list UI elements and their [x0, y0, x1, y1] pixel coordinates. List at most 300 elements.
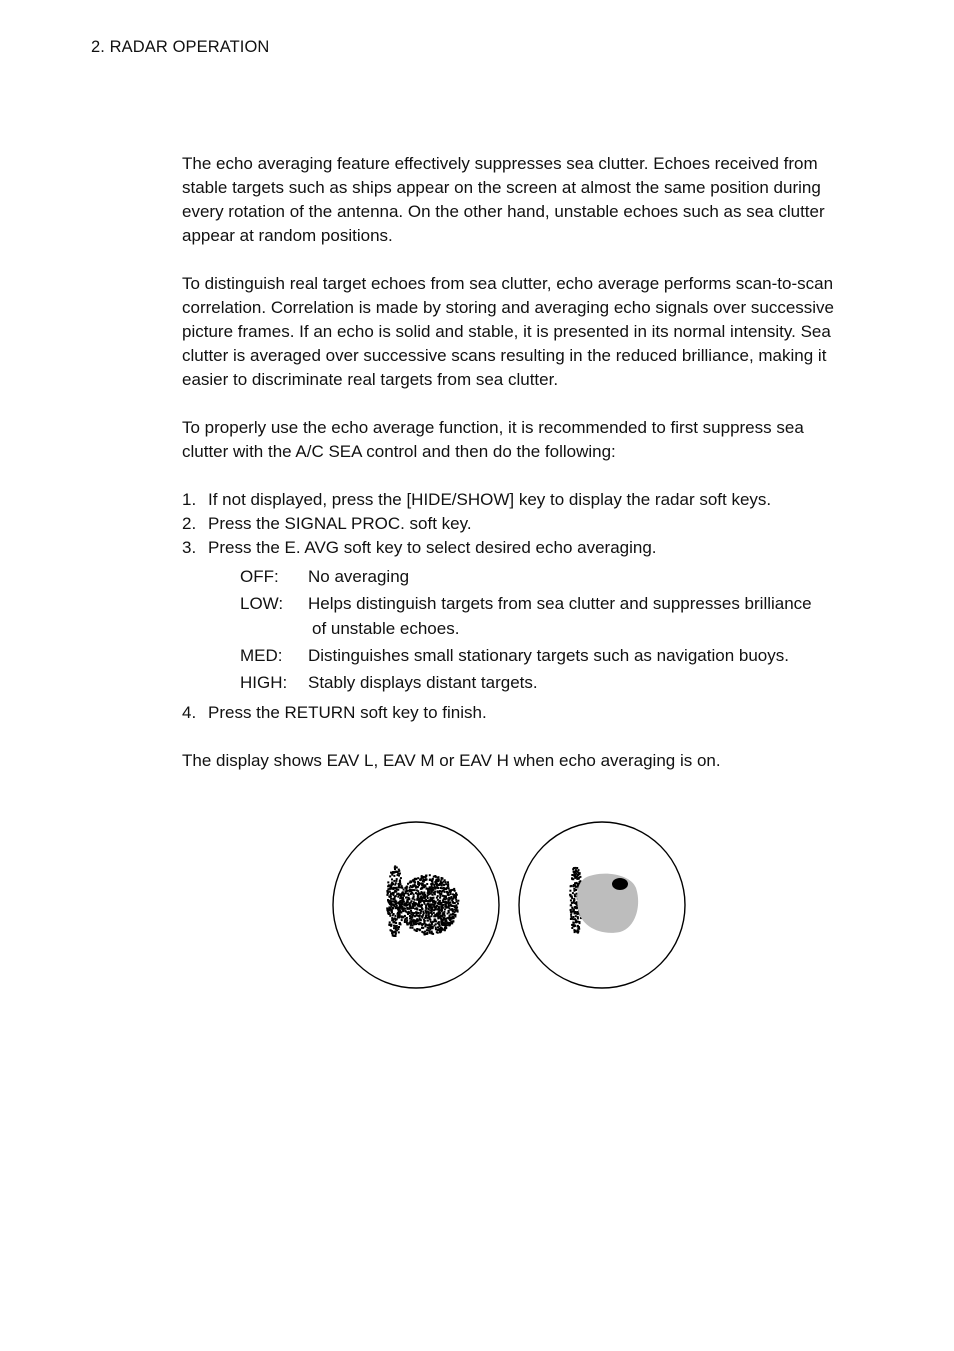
noise-speck	[440, 887, 442, 889]
noise-speck	[394, 931, 396, 933]
noise-speck	[399, 873, 401, 875]
noise-speck	[386, 894, 388, 896]
noise-speck	[571, 878, 573, 880]
noise-speck	[573, 898, 575, 900]
noise-speck	[418, 923, 420, 925]
noise-speck	[575, 907, 577, 909]
noise-speck	[571, 907, 573, 909]
noise-speck	[394, 884, 396, 886]
option-key: LOW:	[240, 594, 284, 613]
noise-speck	[573, 924, 575, 926]
noise-speck	[436, 885, 438, 887]
step-number: 3.	[182, 538, 197, 557]
noise-speck	[398, 869, 400, 871]
noise-speck	[401, 897, 403, 899]
noise-speck	[412, 880, 414, 882]
noise-speck	[403, 893, 405, 895]
noise-speck	[427, 927, 429, 929]
noise-speck	[437, 895, 439, 897]
noise-speck	[414, 929, 416, 931]
step-text: Press the SIGNAL PROC. soft key.	[208, 514, 472, 533]
noise-speck	[436, 905, 438, 907]
option-desc-continued: of unstable echoes.	[312, 619, 460, 638]
noise-speck	[448, 887, 450, 889]
noise-speck	[414, 889, 416, 891]
noise-speck	[388, 884, 390, 886]
noise-speck	[402, 908, 404, 910]
noise-speck	[392, 935, 394, 937]
noise-speck	[578, 869, 580, 871]
noise-speck	[441, 902, 443, 904]
noise-speck	[425, 877, 427, 879]
noise-speck	[570, 914, 572, 916]
noise-speck	[394, 915, 396, 917]
noise-speck	[422, 914, 424, 916]
noise-speck	[426, 879, 428, 881]
noise-speck	[389, 921, 391, 923]
noise-speck	[427, 917, 429, 919]
noise-speck	[391, 930, 393, 932]
noise-speck	[397, 915, 399, 917]
noise-speck	[410, 880, 412, 882]
noise-speck	[416, 889, 418, 891]
noise-speck	[435, 927, 437, 929]
noise-speck	[424, 922, 426, 924]
noise-speck	[444, 923, 446, 925]
noise-speck	[437, 922, 439, 924]
noise-speck	[390, 898, 392, 900]
noise-speck	[454, 906, 456, 908]
noise-speck	[422, 887, 424, 889]
noise-speck	[400, 911, 402, 913]
noise-speck	[431, 879, 433, 881]
noise-speck	[391, 888, 393, 890]
noise-speck	[452, 916, 454, 918]
noise-speck	[434, 918, 436, 920]
noise-speck	[574, 911, 576, 913]
noise-speck	[575, 870, 577, 872]
noise-speck	[447, 902, 449, 904]
noise-speck	[415, 921, 417, 923]
noise-speck	[421, 927, 423, 929]
noise-speck	[444, 904, 446, 906]
noise-speck	[395, 935, 397, 937]
noise-speck	[433, 891, 435, 893]
noise-speck	[409, 903, 411, 905]
noise-speck	[402, 910, 404, 912]
noise-speck	[437, 929, 439, 931]
noise-speck	[394, 900, 396, 902]
noise-speck	[398, 931, 400, 933]
noise-speck	[407, 883, 409, 885]
noise-speck	[423, 892, 425, 894]
noise-speck	[444, 906, 446, 908]
noise-speck	[431, 913, 433, 915]
noise-speck	[421, 891, 423, 893]
noise-speck	[408, 894, 410, 896]
noise-speck	[429, 912, 431, 914]
noise-speck	[396, 887, 398, 889]
averaging-options	[240, 564, 847, 695]
step-number: 2.	[182, 514, 197, 533]
noise-speck	[439, 890, 441, 892]
option-low	[240, 591, 847, 641]
noise-speck	[394, 925, 396, 927]
noise-speck	[453, 888, 455, 890]
noise-speck	[444, 888, 446, 890]
noise-speck	[414, 899, 416, 901]
option-desc: No averaging	[308, 567, 410, 586]
noise-speck	[395, 927, 397, 929]
noise-speck	[421, 931, 423, 933]
noise-speck	[390, 893, 392, 895]
noise-speck	[423, 879, 425, 881]
noise-speck	[421, 876, 423, 878]
noise-speck	[393, 875, 395, 877]
noise-speck	[429, 918, 431, 920]
noise-speck	[449, 901, 451, 903]
noise-speck	[442, 878, 444, 880]
step-text: Press the RETURN soft key to finish.	[208, 703, 487, 722]
noise-speck	[414, 905, 416, 907]
noise-speck	[425, 875, 427, 877]
noise-speck	[418, 912, 420, 914]
noise-speck	[573, 909, 575, 911]
noise-speck	[456, 906, 458, 908]
running-header: 2. RADAR OPERATION	[91, 38, 270, 56]
noise-speck	[398, 894, 400, 896]
noise-speck	[427, 897, 429, 899]
radar-scope-off	[333, 822, 499, 988]
noise-speck	[436, 880, 438, 882]
noise-speck	[579, 880, 581, 882]
noise-speck	[450, 904, 452, 906]
noise-speck	[422, 908, 424, 910]
noise-speck	[415, 911, 417, 913]
noise-speck	[446, 898, 448, 900]
noise-speck	[435, 915, 437, 917]
step-text: If not displayed, press the [HIDE/SHOW] key to display the radar soft keys.	[208, 490, 772, 509]
noise-speck	[398, 875, 400, 877]
noise-speck	[409, 890, 411, 892]
noise-speck	[452, 898, 454, 900]
noise-speck	[457, 903, 459, 905]
noise-speck	[577, 918, 579, 920]
noise-speck	[414, 879, 416, 881]
noise-speck	[450, 909, 452, 911]
noise-speck	[435, 908, 437, 910]
noise-speck	[395, 880, 397, 882]
noise-speck	[420, 901, 422, 903]
noise-speck	[441, 909, 443, 911]
noise-speck	[448, 906, 450, 908]
noise-speck	[426, 932, 428, 934]
noise-speck	[574, 895, 576, 897]
step-3	[182, 536, 847, 695]
noise-speck	[427, 889, 429, 891]
noise-speck	[404, 904, 406, 906]
noise-speck	[425, 917, 427, 919]
noise-speck	[438, 906, 440, 908]
noise-speck	[570, 885, 572, 887]
noise-speck	[444, 908, 446, 910]
noise-speck	[427, 929, 429, 931]
noise-speck	[456, 901, 458, 903]
noise-speck	[392, 883, 394, 885]
noise-speck	[416, 903, 418, 905]
noise-speck	[394, 867, 396, 869]
noise-speck	[401, 915, 403, 917]
noise-speck	[420, 897, 422, 899]
noise-speck	[410, 907, 412, 909]
noise-speck	[387, 881, 389, 883]
noise-speck	[398, 886, 400, 888]
noise-speck	[569, 890, 571, 892]
noise-speck	[570, 904, 572, 906]
noise-speck	[393, 880, 395, 882]
noise-speck	[441, 919, 443, 921]
noise-speck	[449, 889, 451, 891]
noise-speck	[431, 926, 433, 928]
noise-speck	[432, 894, 434, 896]
noise-speck	[448, 922, 450, 924]
noise-speck	[389, 875, 391, 877]
option-key: MED:	[240, 646, 283, 665]
option-key: HIGH:	[240, 673, 288, 692]
paragraph-correlation: To distinguish real target echoes from sea clutter, echo average performs scan-to-scan correlation. Correlation is made by storing and averaging echo signals over successive picture frames. If an echo is solid and stable, it is presented in its normal intensity. Sea clutter is averaged over successive scans resulting in the reduced brilliance, making it easier to discriminate real targets from sea clutter.	[182, 274, 835, 389]
noise-speck	[432, 921, 434, 923]
noise-speck	[408, 908, 410, 910]
noise-speck	[440, 917, 442, 919]
noise-speck	[437, 876, 439, 878]
noise-speck	[438, 901, 440, 903]
noise-speck	[388, 906, 390, 908]
noise-speck	[421, 878, 423, 880]
noise-speck	[432, 901, 434, 903]
noise-speck	[444, 929, 446, 931]
paragraph-intro: The echo averaging feature effectively suppresses sea clutter. Echoes received from stable targets such as ships appear on the screen at almost the same position during every rotation of the antenna. On the other hand, unstable echoes such as sea clutter appear at random positions.	[182, 154, 825, 245]
averaged-clutter-blob	[577, 874, 638, 933]
noise-speck	[453, 909, 455, 911]
stable-target-echo	[612, 878, 628, 890]
noise-speck	[410, 916, 412, 918]
noise-speck	[443, 898, 445, 900]
noise-speck	[397, 907, 399, 909]
option-desc: Helps distinguish targets from sea clutter and suppresses brilliance	[308, 594, 812, 613]
noise-speck	[419, 893, 421, 895]
noise-speck	[406, 907, 408, 909]
noise-speck	[430, 915, 432, 917]
noise-speck	[388, 896, 390, 898]
noise-speck	[390, 925, 392, 927]
noise-speck	[437, 891, 439, 893]
noise-speck	[578, 928, 580, 930]
noise-speck	[409, 912, 411, 914]
option-med	[240, 643, 847, 668]
noise-speck	[405, 897, 407, 899]
noise-speck	[401, 903, 403, 905]
noise-speck	[421, 904, 423, 906]
noise-speck	[445, 927, 447, 929]
noise-speck	[457, 900, 459, 902]
noise-speck	[391, 912, 393, 914]
noise-speck	[398, 883, 400, 885]
noise-speck	[424, 897, 426, 899]
noise-speck	[422, 894, 424, 896]
option-off	[240, 564, 847, 589]
step-1	[182, 488, 847, 512]
noise-speck	[416, 908, 418, 910]
noise-speck	[399, 922, 401, 924]
noise-speck	[573, 871, 575, 873]
noise-speck	[429, 879, 431, 881]
page-content	[182, 152, 847, 773]
noise-speck	[445, 917, 447, 919]
noise-speck	[415, 887, 417, 889]
noise-speck	[410, 885, 412, 887]
noise-speck	[574, 894, 576, 896]
noise-speck	[399, 904, 401, 906]
noise-speck	[452, 911, 454, 913]
step-text: Press the E. AVG soft key to select desired echo averaging.	[208, 538, 657, 557]
noise-speck	[416, 915, 418, 917]
noise-speck	[445, 881, 447, 883]
noise-speck	[449, 919, 451, 921]
noise-speck	[577, 883, 579, 885]
noise-speck	[398, 902, 400, 904]
noise-speck	[417, 877, 419, 879]
noise-speck	[579, 921, 581, 923]
noise-speck	[396, 878, 398, 880]
noise-speck	[434, 875, 436, 877]
noise-speck	[453, 913, 455, 915]
noise-speck	[392, 871, 394, 873]
noise-speck	[428, 893, 430, 895]
noise-speck	[417, 896, 419, 898]
noise-speck	[430, 907, 432, 909]
noise-speck	[430, 921, 432, 923]
noise-speck	[412, 903, 414, 905]
noise-speck	[420, 919, 422, 921]
noise-speck	[447, 881, 449, 883]
procedure-steps	[182, 488, 847, 725]
noise-speck	[439, 897, 441, 899]
noise-speck	[406, 902, 408, 904]
noise-speck	[450, 922, 452, 924]
noise-speck	[392, 919, 394, 921]
noise-speck	[418, 905, 420, 907]
noise-speck	[456, 909, 458, 911]
noise-speck	[424, 933, 426, 935]
noise-speck	[411, 900, 413, 902]
option-desc: Stably displays distant targets.	[308, 673, 538, 692]
noise-speck	[446, 887, 448, 889]
noise-speck	[574, 902, 576, 904]
noise-speck	[415, 892, 417, 894]
noise-speck	[401, 894, 403, 896]
noise-speck	[570, 899, 572, 901]
noise-speck	[403, 895, 405, 897]
noise-speck	[573, 911, 575, 913]
noise-speck	[408, 898, 410, 900]
noise-speck	[577, 925, 579, 927]
noise-speck	[425, 912, 427, 914]
noise-speck	[443, 881, 445, 883]
noise-speck	[444, 891, 446, 893]
step-4	[182, 701, 847, 725]
noise-speck	[441, 929, 443, 931]
noise-speck	[441, 924, 443, 926]
noise-speck	[397, 871, 399, 873]
noise-speck	[576, 867, 578, 869]
noise-speck	[426, 883, 428, 885]
noise-speck	[431, 931, 433, 933]
noise-speck	[430, 891, 432, 893]
noise-speck	[403, 889, 405, 891]
noise-speck	[404, 910, 406, 912]
noise-speck	[429, 874, 431, 876]
noise-speck	[422, 911, 424, 913]
noise-speck	[410, 893, 412, 895]
echo-averaging-figure	[330, 818, 692, 994]
noise-speck	[576, 876, 578, 878]
noise-speck	[578, 878, 580, 880]
noise-speck	[388, 909, 390, 911]
noise-speck	[425, 910, 427, 912]
noise-speck	[419, 929, 421, 931]
noise-speck	[387, 888, 389, 890]
noise-speck	[574, 882, 576, 884]
noise-speck	[430, 898, 432, 900]
sea-clutter-noise	[386, 865, 459, 937]
option-high	[240, 670, 847, 695]
noise-speck	[442, 895, 444, 897]
noise-speck	[438, 884, 440, 886]
noise-speck	[405, 889, 407, 891]
noise-speck	[575, 915, 577, 917]
step-2	[182, 512, 847, 536]
noise-speck	[570, 912, 572, 914]
noise-speck	[450, 893, 452, 895]
noise-speck	[414, 915, 416, 917]
noise-speck	[431, 932, 433, 934]
noise-speck	[403, 901, 405, 903]
noise-speck	[447, 885, 449, 887]
noise-speck	[401, 919, 403, 921]
noise-speck	[445, 883, 447, 885]
noise-speck	[395, 891, 397, 893]
noise-speck	[571, 874, 573, 876]
noise-speck	[448, 897, 450, 899]
noise-speck	[449, 899, 451, 901]
noise-speck	[412, 927, 414, 929]
noise-speck	[433, 909, 435, 911]
noise-speck	[425, 908, 427, 910]
step-number: 1.	[182, 490, 197, 509]
noise-speck	[440, 882, 442, 884]
noise-speck	[399, 897, 401, 899]
noise-speck	[390, 904, 392, 906]
option-desc: Distinguishes small stationary targets such as navigation buoys.	[308, 646, 789, 665]
noise-speck	[425, 900, 427, 902]
noise-speck	[414, 883, 416, 885]
noise-speck	[394, 896, 396, 898]
noise-speck	[391, 878, 393, 880]
paragraph-closing: The display shows EAV L, EAV M or EAV H when echo averaging is on.	[182, 751, 721, 770]
noise-speck	[434, 903, 436, 905]
noise-speck	[412, 907, 414, 909]
noise-speck	[437, 914, 439, 916]
